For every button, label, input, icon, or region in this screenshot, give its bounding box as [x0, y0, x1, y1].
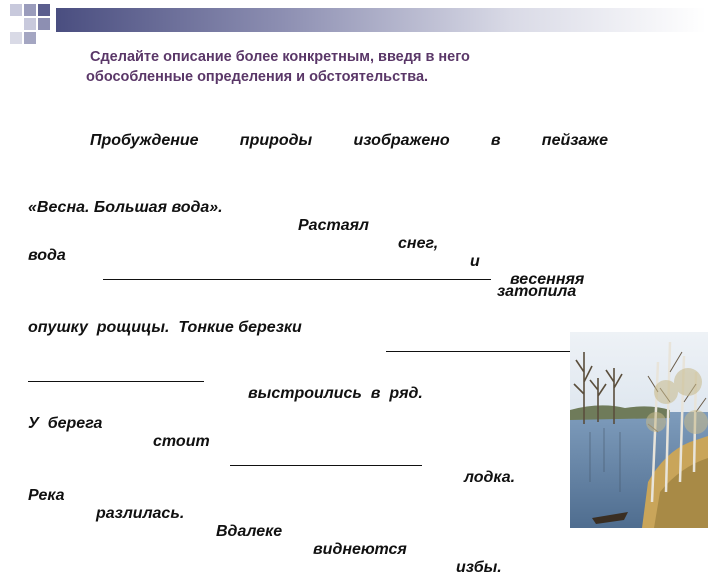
title-bar-gradient	[56, 8, 706, 32]
sentence: выстроились в ряд.	[248, 385, 423, 402]
word: природы	[239, 132, 313, 149]
word: изображено	[353, 132, 450, 149]
fill-blank[interactable]	[103, 265, 491, 280]
heading-line-1: Сделайте описание более конкретным, введя в него	[90, 49, 470, 65]
fill-blank[interactable]	[230, 451, 422, 466]
word: и	[470, 253, 480, 270]
word: пейзаже	[541, 132, 608, 149]
task-heading	[86, 47, 606, 87]
fill-blank[interactable]	[28, 367, 204, 382]
sentence: опушку рощицы. Тонкие березки	[28, 319, 302, 336]
heading-line-2: обособленные определения и обстоятельства.	[86, 69, 429, 85]
word: разлилась.	[96, 505, 185, 522]
word: Пробуждение	[90, 132, 199, 149]
word: снег,	[398, 235, 439, 252]
text-line-3	[28, 229, 608, 301]
word: Река	[28, 487, 65, 504]
text-line-7	[28, 469, 608, 577]
text-line-4	[28, 301, 608, 355]
word: весенняя	[510, 271, 585, 288]
word: Вдалеке	[216, 523, 283, 540]
landscape-painting-icon	[570, 332, 708, 528]
word: лодка.	[464, 469, 516, 486]
word: «Весна. Большая вода».	[28, 199, 223, 216]
word: затопила	[497, 283, 577, 300]
word: виднеются	[313, 541, 407, 558]
word: стоит	[153, 433, 210, 450]
word: У берега	[28, 415, 103, 432]
word: избы.	[456, 559, 502, 576]
word: вода	[28, 247, 66, 264]
word: в	[490, 132, 501, 149]
word: Растаял	[298, 217, 369, 234]
text-line-5	[28, 349, 608, 403]
text-line-1	[90, 132, 608, 150]
